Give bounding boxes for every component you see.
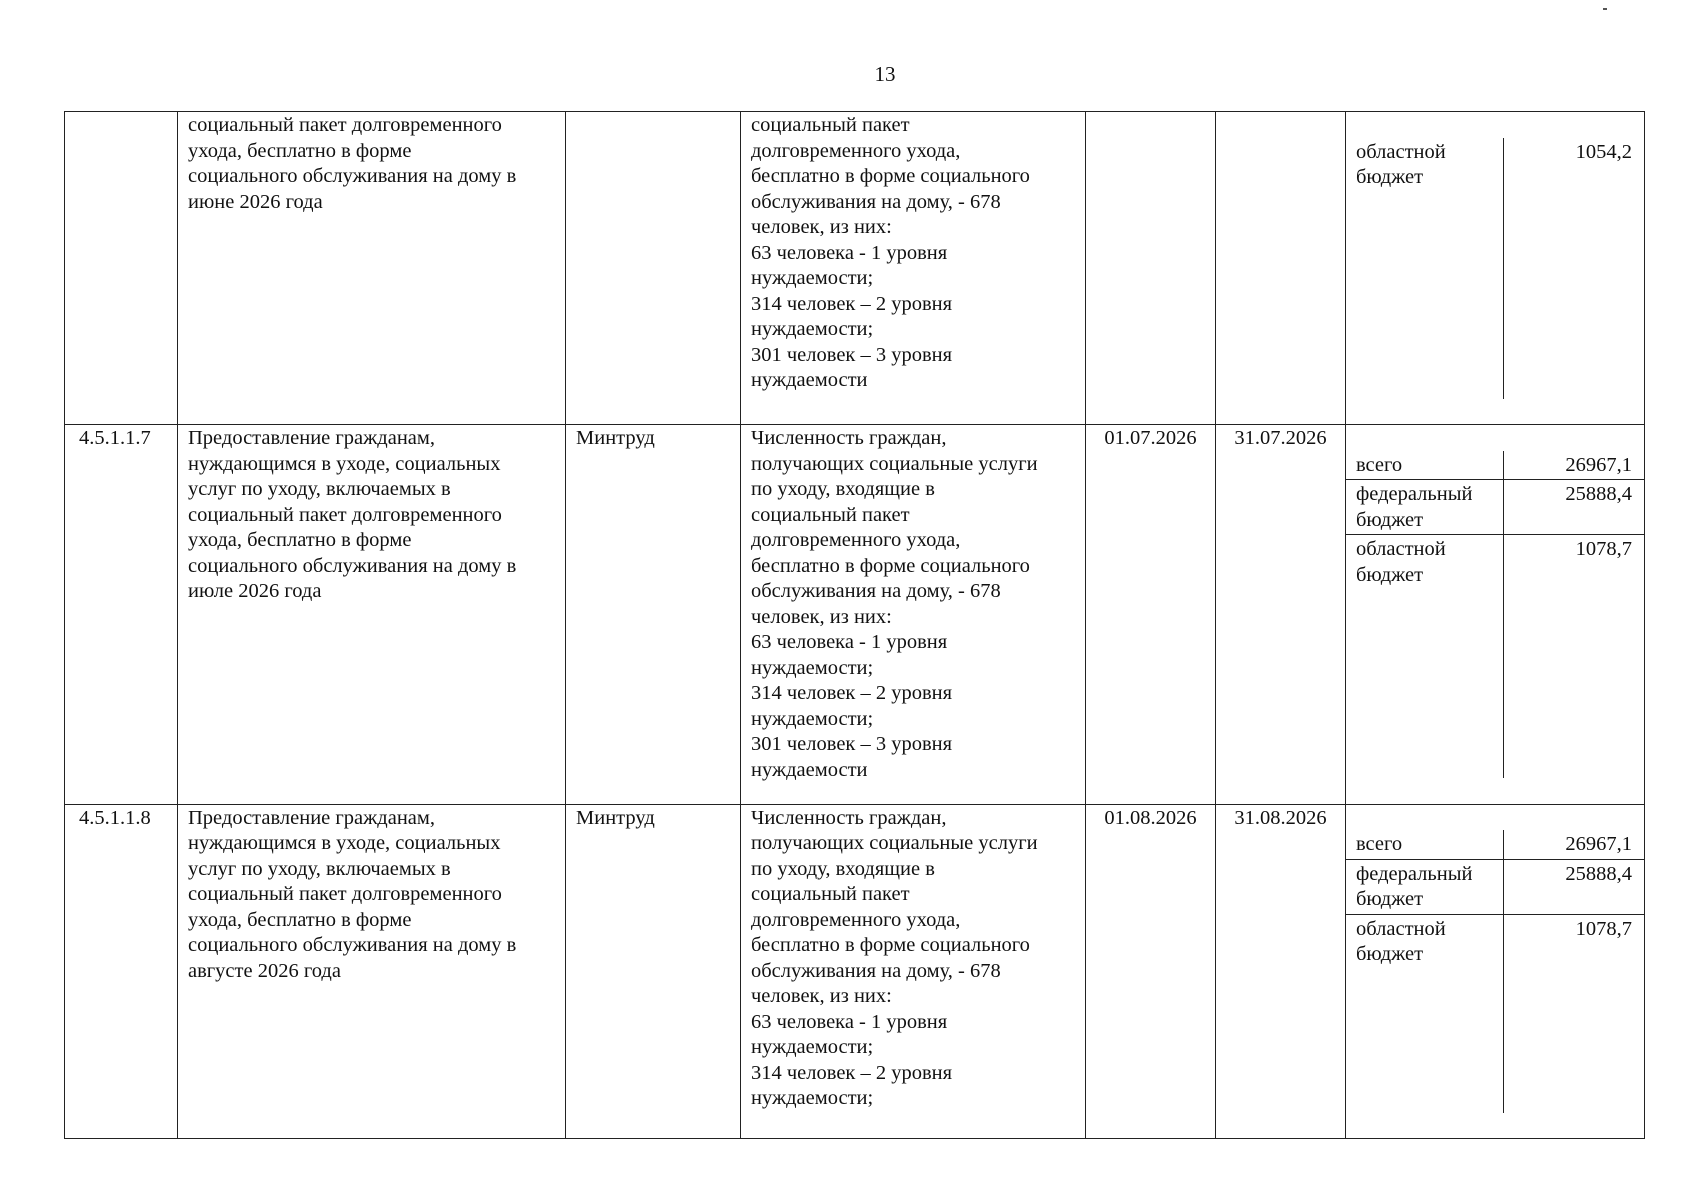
funding-amount: 26967,1 — [1503, 451, 1644, 480]
funding-source: федеральный бюджет — [1346, 859, 1503, 914]
indicator-cell: Численность граждан, получающих социальные услуги по уходу, входящие в социальный пакет долговременного ухода, бесплатно в форме социального обслуживания на дому, - 678 человек, из них: 63 человека - 1 уровня нуждаемости; 314 человек – 2 уровня нуждаемости; — [741, 804, 1086, 1139]
table-row — [65, 425, 1645, 805]
end-date-cell — [1216, 112, 1346, 425]
indicator-cell: Численность граждан, получающих социальные услуги по уходу, входящие в социальный пакет долговременного ухода, бесплатно в форме социального обслуживания на дому, - 678 человек, из них: 63 человека - 1 уровня нуждаемости; 314 человек – 2 уровня нуждаемости; 301 человек – 3 уровня нуждаемости — [741, 425, 1086, 805]
table-row — [65, 112, 1645, 425]
funding-source: федеральный бюджет — [1346, 480, 1503, 535]
funding-source: областной бюджет — [1356, 140, 1446, 188]
activities-table — [64, 111, 1645, 1139]
executor-cell: Минтруд — [566, 804, 741, 1139]
funding-row — [1346, 535, 1644, 779]
funding-source: областной бюджет — [1356, 917, 1446, 965]
action-cell: Предоставление гражданам, нуждающимся в уходе, социальных услуг по уходу, включаемых в социальный пакет долговременного ухода, бесплатно в форме социального обслуживания на дому в августе 2026 года — [178, 804, 566, 1139]
funding-row — [1346, 451, 1644, 480]
end-date-cell: 31.08.2026 — [1216, 804, 1346, 1139]
funding-row — [1346, 830, 1644, 859]
funding-source: всего — [1346, 830, 1503, 859]
funding-cell — [1346, 112, 1645, 425]
start-date-cell: 01.08.2026 — [1086, 804, 1216, 1139]
funding-row — [1346, 138, 1644, 399]
funding-row — [1346, 859, 1644, 914]
funding-source: областной бюджет — [1356, 538, 1446, 586]
action-cell: социальный пакет долговременного ухода, бесплатно в форме социального обслуживания на дому в июне 2026 года — [178, 112, 566, 425]
funding-table — [1346, 451, 1644, 779]
funding-cell — [1346, 425, 1645, 805]
funding-amount: 26967,1 — [1503, 830, 1644, 859]
item-number-cell — [65, 112, 178, 425]
funding-source: всего — [1346, 451, 1503, 480]
action-cell: Предоставление гражданам, нуждающимся в уходе, социальных услуг по уходу, включаемых в социальный пакет долговременного ухода, бесплатно в форме социального обслуживания на дому в июле 2026 года — [178, 425, 566, 805]
page-number: 13 — [874, 62, 896, 86]
executor-cell: Минтруд — [566, 425, 741, 805]
end-date-cell: 31.07.2026 — [1216, 425, 1346, 805]
start-date-cell: 01.07.2026 — [1086, 425, 1216, 805]
table-row — [65, 804, 1645, 1139]
funding-table — [1346, 830, 1644, 1113]
funding-amount: 1078,7 — [1503, 914, 1644, 1113]
item-number-cell: 4.5.1.1.8 — [65, 804, 178, 1139]
funding-table — [1346, 138, 1644, 399]
funding-amount: 25888,4 — [1503, 859, 1644, 914]
funding-row — [1346, 914, 1644, 1113]
funding-cell — [1346, 804, 1645, 1139]
indicator-cell: социальный пакет долговременного ухода, бесплатно в форме социального обслуживания на дому, - 678 человек, из них: 63 человека - 1 уровня нуждаемости; 314 человек – 2 уровня нуждаемости; 301 человек – 3 уровня нуждаемости — [741, 112, 1086, 425]
start-date-cell — [1086, 112, 1216, 425]
funding-row — [1346, 480, 1644, 535]
item-number-cell: 4.5.1.1.7 — [65, 425, 178, 805]
funding-amount: 1054,2 — [1503, 138, 1644, 399]
scan-mark — [1603, 8, 1607, 10]
funding-amount: 1078,7 — [1503, 535, 1644, 779]
executor-cell — [566, 112, 741, 425]
funding-amount: 25888,4 — [1503, 480, 1644, 535]
